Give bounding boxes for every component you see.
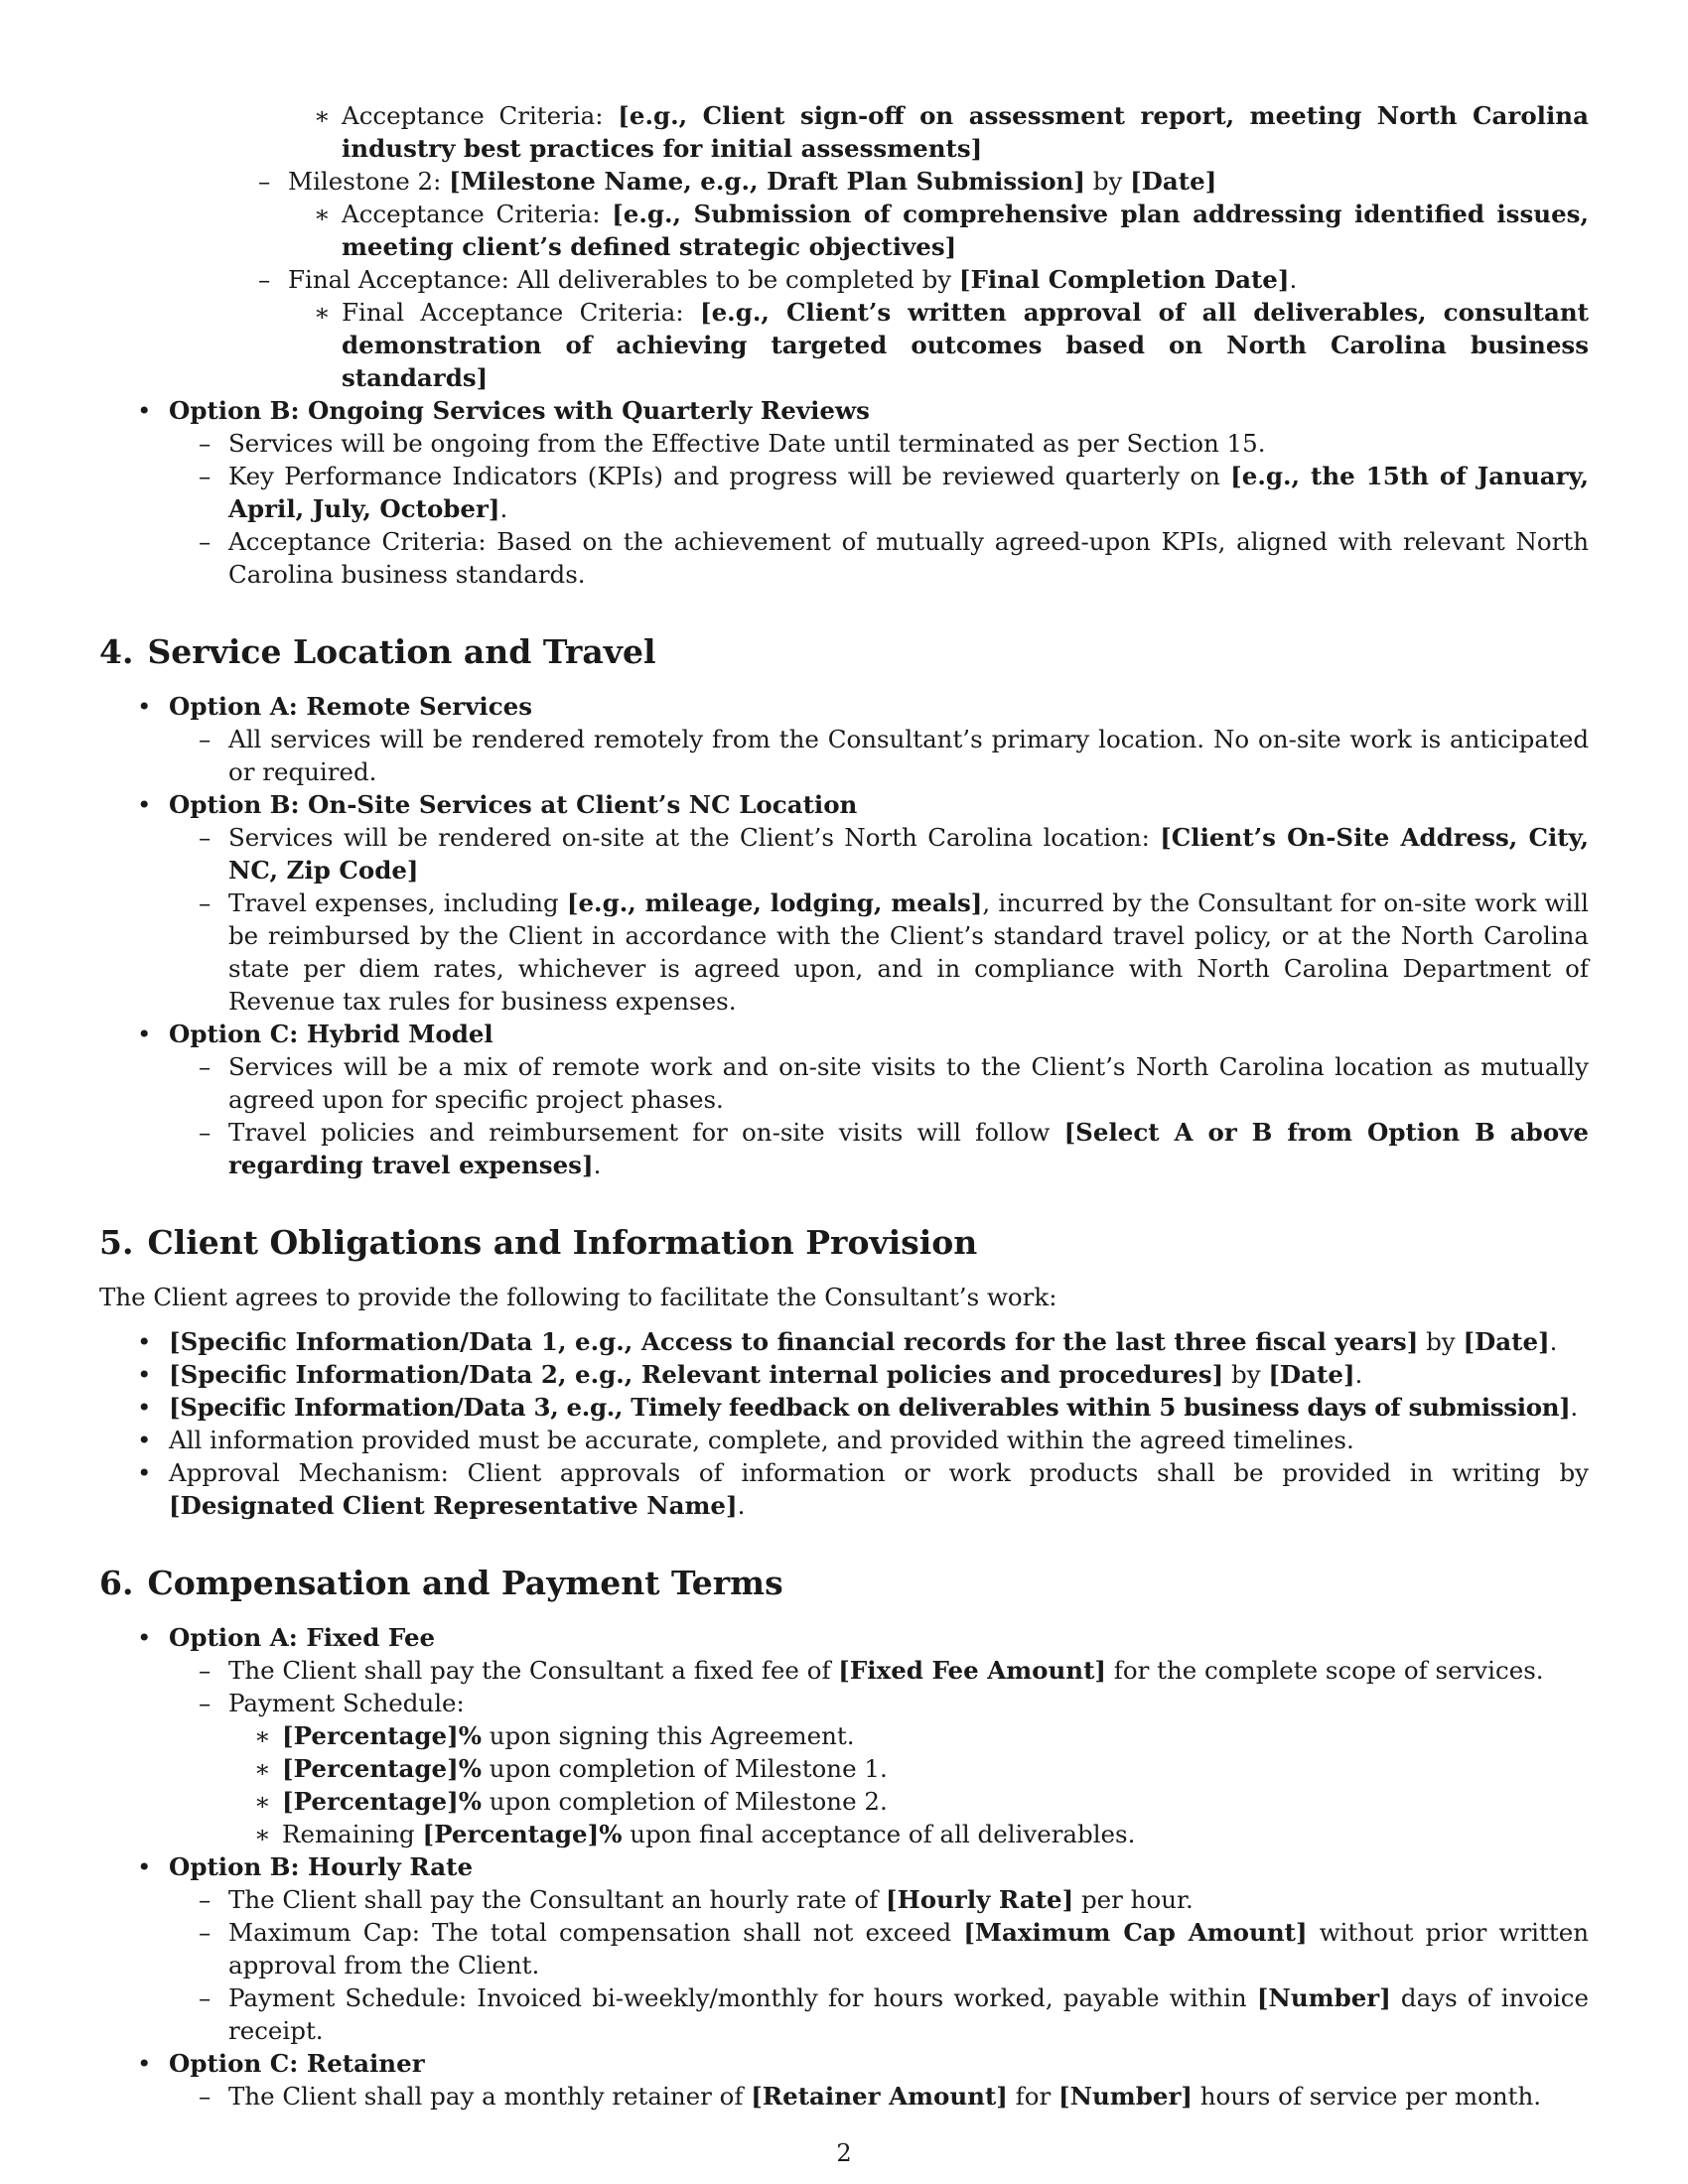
list-item: ∗ [Percentage]% upon signing this Agreement. xyxy=(228,1719,1589,1752)
list-item: – The Client shall pay the Consultant a fixed fee of [Fixed Fee Amount] for the complete scope of services. xyxy=(169,1654,1589,1687)
list-item: • Approval Mechanism: Client approvals of information or work products shall be provided in writing by [Designated Client Representative Name]. xyxy=(99,1456,1589,1522)
section-6-list xyxy=(99,1621,1589,2113)
milestone-2-criteria-list xyxy=(288,198,1589,263)
section-5-list xyxy=(99,1325,1589,1522)
list-item: – Services will be ongoing from the Effective Date until terminated as per Section 15. xyxy=(169,427,1589,460)
list-item: • Option A: Remote Services – All services will be rendered remotely from the Consultant’s primary location. No on-site work is anticipated or required. xyxy=(99,690,1589,788)
section-4-heading: 4. Service Location and Travel xyxy=(99,632,656,671)
list-item: ∗ Final Acceptance Criteria: [e.g., Client’s written approval of all deliverables, consultant demonstration of achieving targeted outcomes based on North Carolina business standards] xyxy=(288,296,1589,394)
section-5-heading: 5. Client Obligations and Information Provision xyxy=(99,1223,978,1262)
list-item: • Option A: Fixed Fee – The Client shall pay the Consultant a fixed fee of [Fixed Fee Amount] for the complete scope of services. – Payment Schedule: ∗ [Percentage]% upon signing this Agreement. ∗ [Percentage]% upon completion of Milestone 1. ∗ [Percentage]% upon completion of Milestone 2. ∗ Remaining [Percentage]% upon final acceptance of all deliverables. xyxy=(99,1621,1589,1850)
list-item: • [Specific Information/Data 2, e.g., Relevant internal policies and procedures] by [Date]. xyxy=(99,1358,1589,1391)
list-item: – Final Acceptance: All deliverables to be completed by [Final Completion Date]. ∗ Final Acceptance Criteria: [e.g., Client’s written approval of all deliverables, consultant demonstration of achieving targeted outcomes based on North Carolina business standards] xyxy=(228,263,1589,394)
list-item: – Maximum Cap: The total compensation shall not exceed [Maximum Cap Amount] without prior written approval from the Client. xyxy=(169,1916,1589,1981)
list-item: – Key Performance Indicators (KPIs) and progress will be reviewed quarterly on [e.g., the 15th of January, April, July, October]. xyxy=(169,460,1589,525)
list-item: • Option B: On-Site Services at Client’s NC Location – Services will be rendered on-site at the Client’s North Carolina location: [Client’s On-Site Address, City, NC, Zip Code] – Travel expenses, including [e.g., mileage, lodging, meals], incurred by the Consultant for on-site work will be reimbursed by the Client in accordance with the Client’s standard travel policy, or at the North Carolina state per diem rates, whichever is agreed upon, and in compliance with North Carolina Department of Revenue tax rules for business expenses. xyxy=(99,788,1589,1018)
list-item: – Travel expenses, including [e.g., mileage, lodging, meals], incurred by the Consultant for on-site work will be reimbursed by the Client in accordance with the Client’s standard travel policy, or at the North Carolina state per diem rates, whichever is agreed upon, and in compliance with North Carolina Department of Revenue tax rules for business expenses. xyxy=(169,887,1589,1018)
section-4-list xyxy=(99,690,1589,1181)
list-item: ∗ Acceptance Criteria: [e.g., Client sign-off on assessment report, meeting North Carolina industry best practices for initial assessments] xyxy=(288,99,1589,165)
list-item: • Option B: Ongoing Services with Quarterly Reviews – Services will be ongoing from the Effective Date until terminated as per Section 15. – Key Performance Indicators (KPIs) and progress will be reviewed quarterly on [e.g., the 15th of January, April, July, October]. – Acceptance Criteria: Based on the achievement of mutually agreed-upon KPIs, aligned with relevant North Carolina business standards. xyxy=(99,394,1589,591)
list-item: • Option C: Retainer – The Client shall pay a monthly retainer of [Retainer Amount] for [Number] hours of service per month. xyxy=(99,2047,1589,2113)
list-item: – Services will be rendered on-site at the Client’s North Carolina location: [Client’s On-Site Address, City, NC, Zip Code] xyxy=(169,821,1589,887)
list-item: – Services will be a mix of remote work and on-site visits to the Client’s North Carolina location as mutually agreed upon for specific project phases. xyxy=(169,1050,1589,1116)
milestone-list xyxy=(228,165,1589,394)
list-item: • [Specific Information/Data 3, e.g., Timely feedback on deliverables within 5 business days of submission]. xyxy=(99,1391,1589,1424)
option-list xyxy=(99,394,1589,591)
list-item: – Payment Schedule: ∗ [Percentage]% upon signing this Agreement. ∗ [Percentage]% upon completion of Milestone 1. ∗ [Percentage]% upon completion of Milestone 2. ∗ Remaining [Percentage]% upon final acceptance of all deliverables. xyxy=(169,1687,1589,1850)
section-6-heading: 6. Compensation and Payment Terms xyxy=(99,1564,783,1602)
final-criteria-list xyxy=(288,296,1589,394)
list-item: – Payment Schedule: Invoiced bi-weekly/monthly for hours worked, payable within [Number] days of invoice receipt. xyxy=(169,1981,1589,2047)
list-item: ∗ [Percentage]% upon completion of Milestone 1. xyxy=(228,1752,1589,1785)
page-number: 2 xyxy=(836,2139,852,2167)
milestone-1-criteria-list xyxy=(288,99,1589,165)
list-item: ∗ Acceptance Criteria: [e.g., Submission of comprehensive plan addressing identified issues, meeting client’s defined strategic objectives] xyxy=(288,198,1589,263)
section-5-intro: The Client agrees to provide the following to facilitate the Consultant’s work: xyxy=(99,1283,1057,1311)
list-item: ∗ [Percentage]% upon completion of Milestone 2. xyxy=(228,1785,1589,1818)
document-page xyxy=(99,99,1589,2113)
list-item: ∗ Remaining [Percentage]% upon final acceptance of all deliverables. xyxy=(228,1818,1589,1850)
payment-schedule-list xyxy=(228,1719,1589,1850)
list-item: – Acceptance Criteria: Based on the achievement of mutually agreed-upon KPIs, aligned with relevant North Carolina business standards. xyxy=(169,525,1589,591)
list-item: – All services will be rendered remotely from the Consultant’s primary location. No on-site work is anticipated or required. xyxy=(169,723,1589,788)
list-item: • [Specific Information/Data 1, e.g., Access to financial records for the last three fiscal years] by [Date]. xyxy=(99,1325,1589,1358)
list-item: – The Client shall pay the Consultant an hourly rate of [Hourly Rate] per hour. xyxy=(169,1883,1589,1916)
list-item: • All information provided must be accurate, complete, and provided within the agreed timelines. xyxy=(99,1424,1589,1456)
list-item: – The Client shall pay a monthly retainer of [Retainer Amount] for [Number] hours of service per month. xyxy=(169,2080,1589,2113)
list-item: • Option C: Hybrid Model – Services will be a mix of remote work and on-site visits to the Client’s North Carolina location as mutually agreed upon for specific project phases. – Travel policies and reimbursement for on-site visits will follow [Select A or B from Option B above regarding travel expenses]. xyxy=(99,1018,1589,1181)
list-item: • Option B: Hourly Rate – The Client shall pay the Consultant an hourly rate of [Hourly Rate] per hour. – Maximum Cap: The total compensation shall not exceed [Maximum Cap Amount] without prior written approval from the Client. – Payment Schedule: Invoiced bi-weekly/monthly for hours worked, payable within [Number] days of invoice receipt. xyxy=(99,1850,1589,2047)
list-item: – Travel policies and reimbursement for on-site visits will follow [Select A or B from Option B above regarding travel expenses]. xyxy=(169,1116,1589,1181)
list-item: – Milestone 2: [Milestone Name, e.g., Draft Plan Submission] by [Date] ∗ Acceptance Criteria: [e.g., Submission of comprehensive plan addressing identified issues, meeting client’s defined strategic objectives] xyxy=(228,165,1589,263)
